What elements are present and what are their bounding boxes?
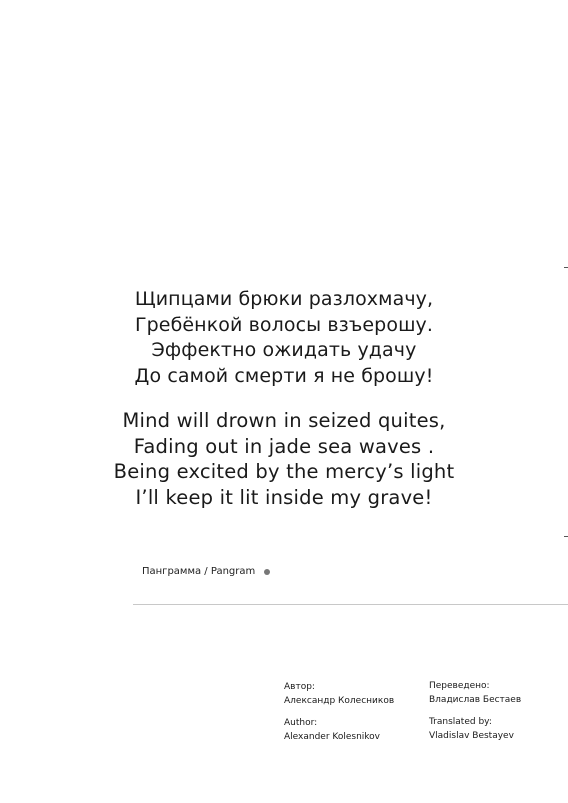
poem-line: Being excited by the mercy’s light [113, 460, 455, 483]
poem-line: Fading out in jade sea waves . [133, 434, 435, 458]
credit-label: Автор: [284, 682, 315, 692]
poem-english [0, 408, 568, 510]
credit-translator-en [429, 715, 514, 743]
credit-translator-ru [429, 679, 521, 707]
credit-name: Александр Колесников [284, 696, 395, 706]
credit-label: Author: [284, 718, 318, 728]
poem-line: Щипцами брюки разлохмачу, [134, 288, 434, 310]
credit-name: Alexander Kolesnikov [284, 732, 381, 742]
crop-mark [564, 267, 568, 268]
poem-line: Гребёнкой волосы взъерошу. [134, 313, 434, 336]
credit-author-en [284, 716, 380, 744]
caption-text: Панграмма / Pangram [142, 566, 256, 577]
credit-label: Переведено: [429, 681, 490, 691]
crop-mark [564, 536, 568, 537]
divider [133, 604, 568, 605]
credit-name: Vladislav Bestayev [429, 731, 514, 741]
poem-line: До самой смерти я не брошу! [134, 364, 434, 387]
poem-line: Эффектно ожидать удачу [151, 339, 417, 361]
poem-line: I’ll keep it lit inside my grave! [135, 485, 433, 509]
poem-line: Mind will drown in seized quites, [122, 409, 446, 432]
poem-russian [0, 287, 568, 389]
caption [142, 565, 270, 579]
credit-label: Translated by: [429, 717, 492, 727]
credit-name: Владислав Бестаев [429, 695, 522, 705]
bullet-dot-icon [264, 569, 270, 575]
credit-author-ru [284, 680, 394, 708]
